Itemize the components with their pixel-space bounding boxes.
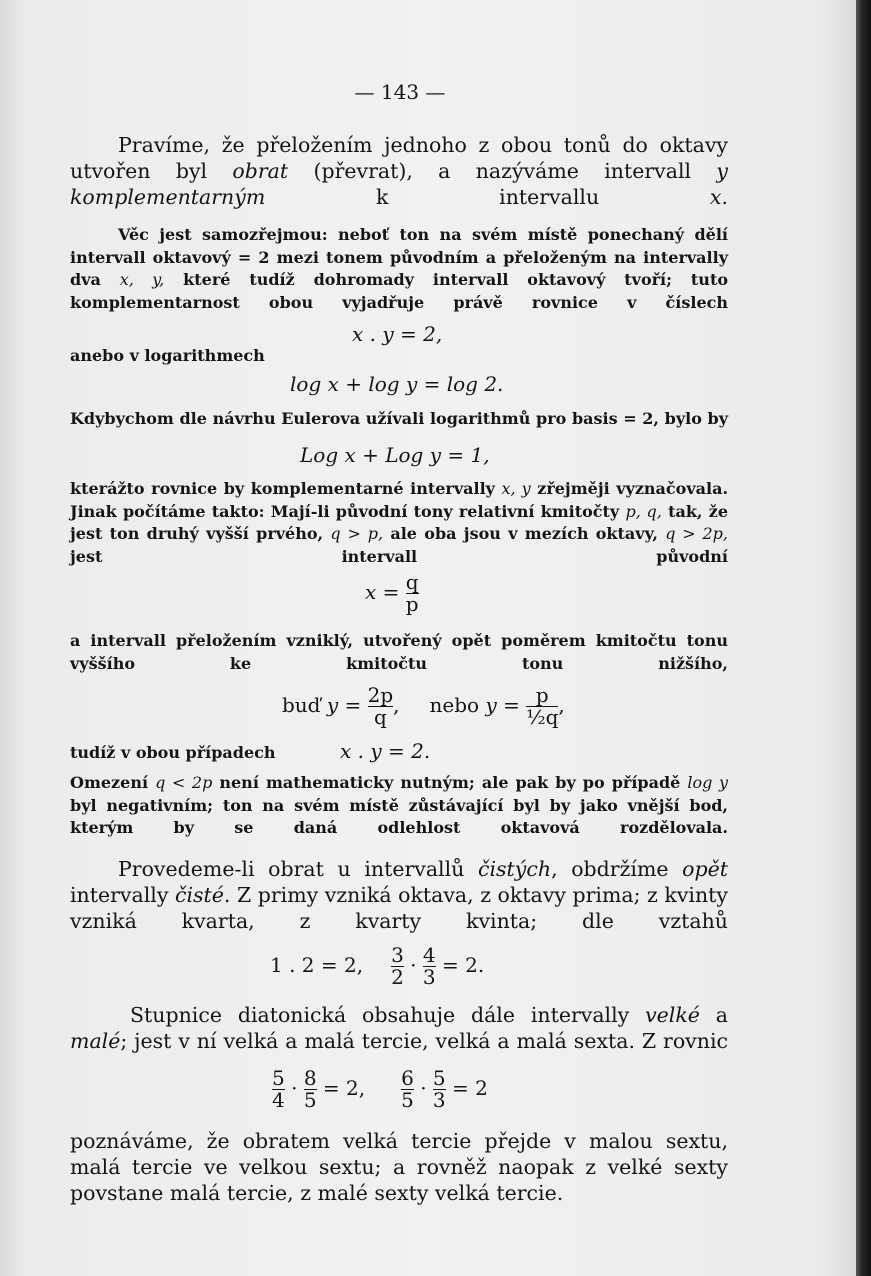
equation-prima-kvinta: 1 . 2 = 2, $\frac{3}{2}$ · $\frac{4}{3}$ = 2. [270,943,485,989]
equation-tercie-sexta: $\frac{5}{4}$ · $\frac{8}{5}$ = 2, $\frac{6}{5}$ · $\frac{5}{3}$ = 2 [272,1066,488,1112]
text-tudiz: tudíž v obou případech [70,743,276,762]
paragraph-ciste: Provedeme-li obrat u intervallů čistých, obdržíme opět intervally čisté. Z primy vzniká oktava, z oktavy prima; z kvinty vzniká kvarta, z kvarty kvinta; dle vztahů [70,857,728,933]
equation-log-base2: Log x + Log y = 1, [300,443,490,467]
book-binding-edge [856,0,871,1276]
equation-product-2: x . y = 2. [340,739,431,763]
equation-y-cases: buď y = $\frac{2p}{q}$ , nebo y = $\frac{p}{\text{½q}}$ , [282,683,565,729]
text-anebo: anebo v logarithmech [70,346,265,365]
paragraph-obrat: Pravíme, že přeložením jednoho z obou tonů do oktavy utvořen byl obrat (převrat), a nazýváme intervall y komplementarným k intervallu x. [70,133,728,209]
equation-product: x . y = 2, [352,322,443,346]
paragraph-stupnice: Stupnice diatonická obsahuje dále intervally velké a malé; jest v ní velká a malá tercie, velká a malá sexta. Z rovnic [70,1003,728,1053]
paragraph-samozrejmou: Věc jest samozřejmou: neboť ton na svém místě ponechaný dělí intervall oktavový = 2 mezi tonem původním a přeloženým na intervally dva x, y, které tudíž dohromady intervall oktavový tvoří; tuto komplementarnost obou vyjadřuje právě rovnice v číslech [70,225,729,312]
paragraph-prelozenim: a intervall přeložením vzniklý, utvořený opět poměrem kmitočtu tonu vyššího ke kmitočtu tonu nižšího, [70,631,728,673]
paragraph-kmitocty: kterážto rovnice by komplementarné intervally x, y zřejměji vyznačovala. Jinak počítáme takto: Mají-li původní tony relativní kmitočty p, q, tak, že jest ton druhý vyšší prvého, q > p, ale oba jsou v mezích oktavy, q > 2p, jest intervall původní [70,479,729,566]
paragraph-obratem: poznáváme, že obratem velká tercie přejde v malou sextu, malá tercie ve velkou sextu; a rovněž naopak z velké sexty povstane malá tercie, z malé sexty velká tercie. [70,1129,728,1205]
page-number: — 143 — [354,80,446,104]
paragraph-euler: Kdybychom dle návrhu Eulerova užívali logarithmů pro basis = 2, bylo by [70,409,728,428]
paragraph-omezeni: Omezení q < 2p není mathematicky nutným; ale pak by po případě log y byl negativním; ton na svém místě zůstávající byl by jako vnější bod, kterým by se daná odlehlost oktavová rozdělovala. [70,773,728,837]
equation-log: log x + log y = log 2. [290,372,504,396]
equation-x-ratio: x = $\frac{q}{p}$ [365,570,419,616]
